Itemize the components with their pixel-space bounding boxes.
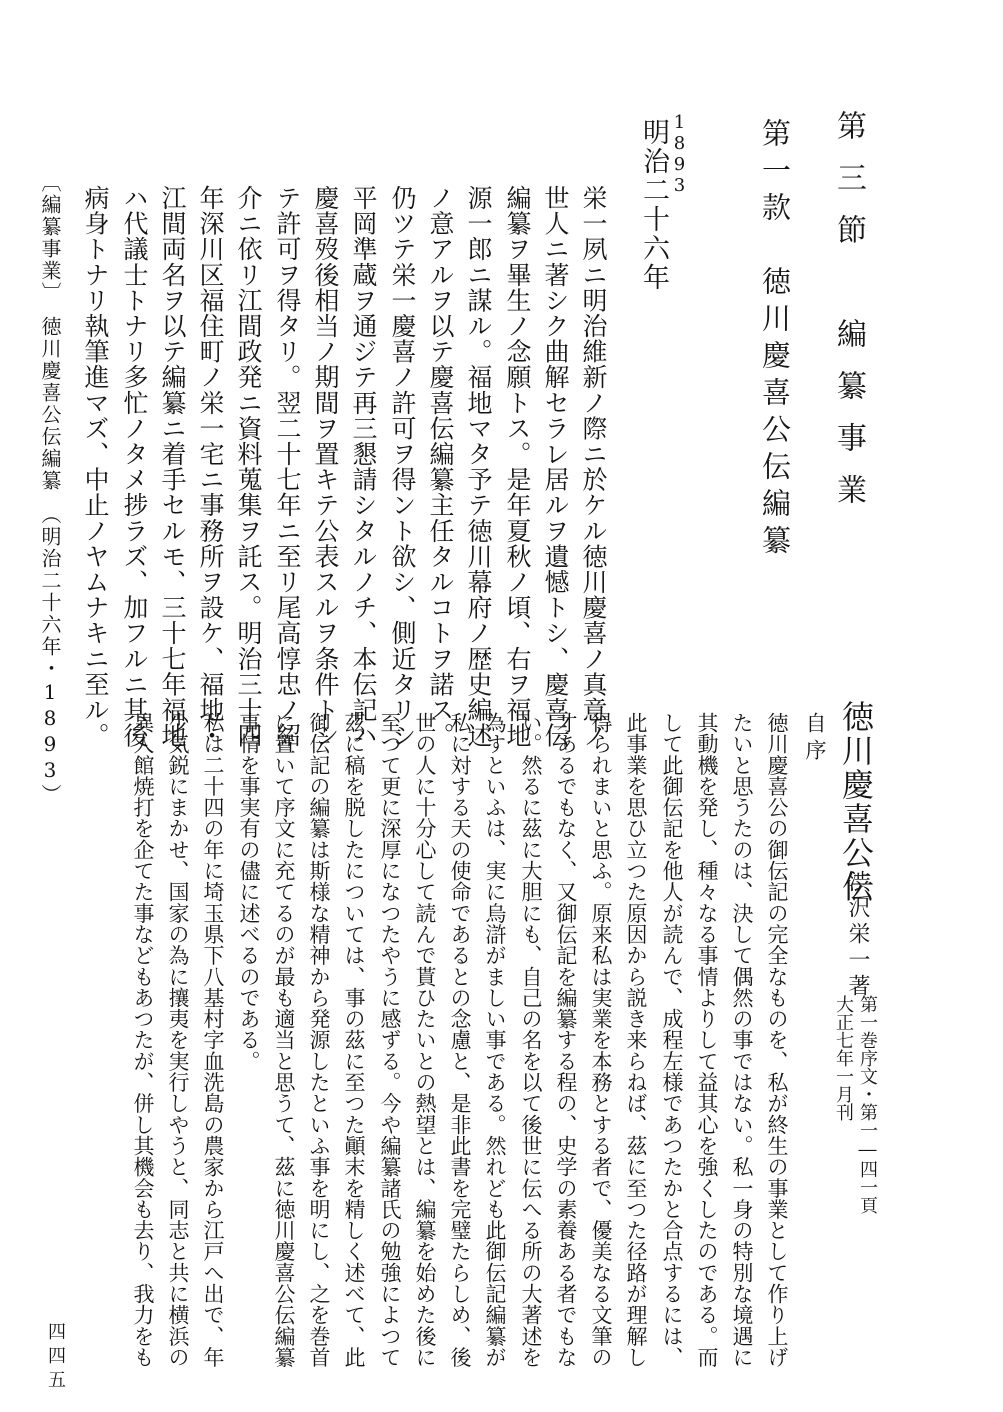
year-ad: 1893: [669, 112, 690, 196]
lower-text-column: 私に対する天の使命であるとの念慮と、是非此書を完璧たらしめ、後: [448, 712, 472, 1368]
lower-text-column: 少気鋭にまかせ、国家の為に攘夷を実行しやうと、同志と共に横浜の: [166, 712, 190, 1368]
lower-text-column: 私は二十四の年に埼玉県下八基村字血洗島の農家から江戸へ出で、年: [201, 712, 225, 1368]
lower-text-column: して此御伝記を他人が読んで、成程左様であつたかと合点するには、: [660, 712, 684, 1368]
book-title: 徳川慶喜公伝: [837, 700, 875, 904]
lower-text-column: 世の人に十分心して読んで貰ひたいとの熱望とは、編纂を始めた後に: [413, 712, 437, 1368]
upper-text-column: 病身トナリ執筆進マズ、中止ノヤムナキニ至ル。: [81, 185, 110, 749]
lower-text-column: 御伝記の編纂は斯様な精神から発源したといふ事を明にし、之を巻首: [307, 712, 331, 1368]
lower-text-column: 茲に稿を脱したについては、事の茲に至つた顚末を精しく述べて、此: [342, 712, 366, 1368]
running-head: 〔編纂事業〕 徳川慶喜公伝編纂 （明治二十六年・1893）: [38, 172, 62, 806]
preface-heading: 自序: [803, 712, 827, 766]
upper-text-column: ノ意アルヲ以テ慶喜伝編纂主任タルコトヲ諾ス。: [426, 185, 455, 749]
upper-text-column: 栄一夙ニ明治維新ノ際ニ於ケル徳川慶喜ノ真意ノ: [579, 185, 608, 749]
lower-text-column: たいと思うたのは、決して偶然の事ではない。私一身の特別な境遇に: [730, 712, 754, 1368]
source-citation: 大正七年一月刊: [833, 995, 854, 1121]
lower-text-column: い。然るに茲に大胆にも、自己の名を以て後世に伝へる所の大著述を: [519, 712, 543, 1368]
upper-text-column: 世人ニ著シク曲解セラレ居ルヲ遺憾トシ、慶喜伝: [541, 185, 570, 749]
lower-text-column: 至つて更に深厚になつたやうに感ずる。今や編纂諸氏の勉強によつて: [378, 712, 402, 1368]
upper-text-column: ハ代議士トナリ多忙ノタメ捗ラズ、加フルニ其後: [120, 185, 149, 749]
upper-text-column: 平岡準蔵ヲ通ジテ再三懇請シタルノチ、本伝記ハ: [349, 185, 378, 749]
upper-text-column: テ許可ヲ得タリ。翌二十七年ニ至リ尾高惇忠ノ紹: [273, 185, 302, 749]
section-title: 第三節 編纂事業: [831, 110, 866, 526]
upper-text-column: 仍ツテ栄一慶喜ノ許可ヲ得ント欲シ、側近タリシ: [388, 185, 417, 749]
lower-text-column: 其動機を発し、種々なる事情よりして益其心を強くしたのである。而: [695, 712, 719, 1368]
lower-text-column: 異人館焼打を企てた事などもあつたが、併し其機会も去り、我力をも: [131, 712, 155, 1368]
lower-text-column: 徳川慶喜公の御伝記の完全なものを、私が終生の事業として作り上げ: [765, 712, 789, 1368]
upper-text-column: 源一郎ニ謀ル。福地マタ予テ徳川幕府ノ歴史編述: [464, 185, 493, 749]
lower-text-column: 事情を事実有の儘に述べるのである。: [237, 712, 261, 1072]
author: 渋沢栄一著: [845, 870, 870, 1000]
lower-text-column: 為すといふは、実に烏滸がましい事である。然れども此御伝記編纂が: [483, 712, 507, 1368]
article-title: 第一款 徳川慶喜公伝編纂: [758, 118, 792, 562]
lower-text-column: 得られまいと思ふ。原来私は実業を本務とする者で、優美なる文筆の: [589, 712, 613, 1368]
source-citation: 第一巻序文・第一―四一頁: [857, 995, 878, 1214]
upper-text-column: 慶喜歿後相当ノ期間ヲ置キテ公表スルヲ条件トシ: [311, 185, 340, 749]
year-heading: 明治二十六年: [638, 118, 669, 292]
upper-text-column: 年深川区福住町ノ栄一宅ニ事務所ヲ設ケ、福地・: [196, 185, 225, 749]
upper-text-column: 江間両名ヲ以テ編纂ニ着手セルモ、三十七年福地: [158, 185, 187, 749]
page-number: 四四五: [45, 1322, 66, 1394]
upper-text-column: 介ニ依リ江間政発ニ資料蒐集ヲ託ス。明治三十四: [234, 185, 263, 749]
lower-text-column: 此事業を思ひ立つた原因から説き来らねば、茲に至つた径路が理解し: [624, 712, 648, 1368]
lower-text-column: に置いて序文に充てるのが最も適当と思うて、茲に徳川慶喜公伝編纂: [272, 712, 296, 1368]
lower-text-column: 才あるでもなく、又御伝記を編纂する程の、史学の素養ある者でもな: [554, 712, 578, 1368]
upper-text-column: 編纂ヲ畢生ノ念願トス。是年夏秋ノ頃、右ヲ福地: [503, 185, 532, 749]
